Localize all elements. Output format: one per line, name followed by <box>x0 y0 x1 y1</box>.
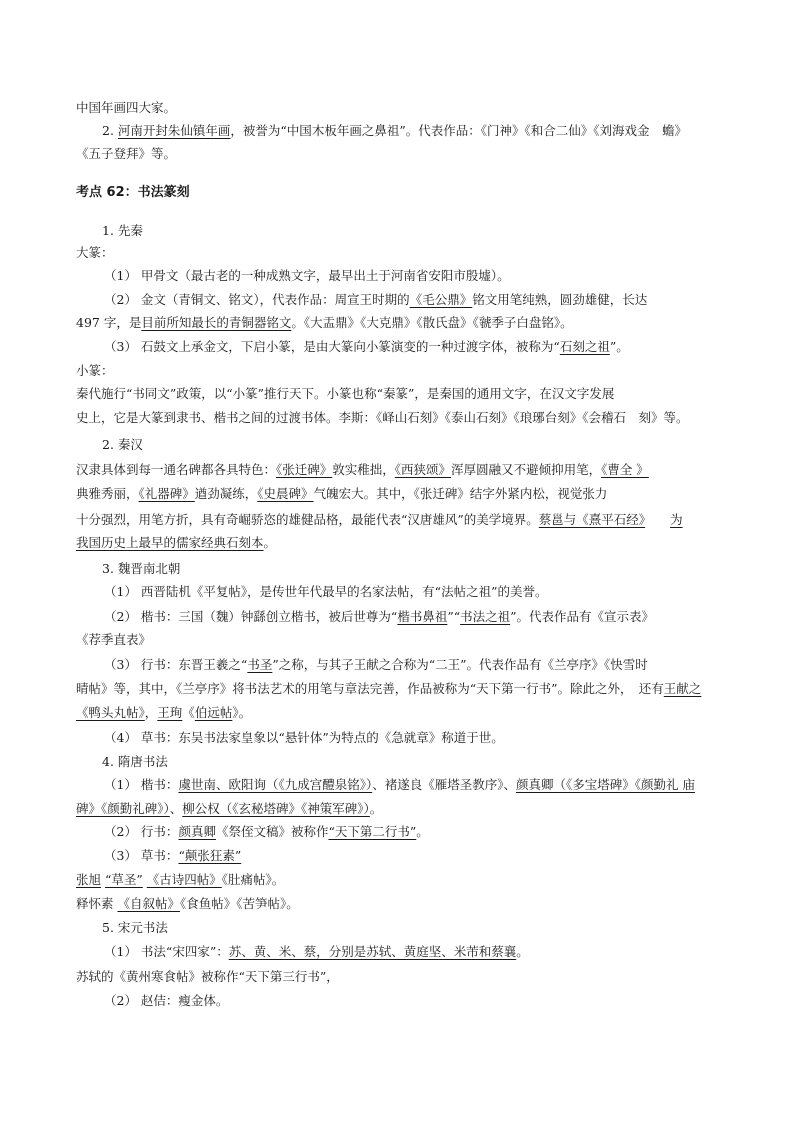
text-line: 中国年画四大家。 <box>76 100 177 115</box>
section-title: 2. 秦汉 <box>102 437 143 452</box>
text-line: 张旭 “草圣” 《古诗四帖》《肚痛帖》。 <box>76 872 285 887</box>
text-line: 碑》《颜勤礼碑》）、柳公权（《玄秘塔碑》《神策军碑》）。 <box>76 801 383 816</box>
text-line: 《荐季直表》 <box>76 632 152 647</box>
text-line: 典雅秀丽，《礼器碑》遒劲凝练，《史晨碑》气魄宏大。其中，《张迁碑》结字外紧内松，视觉张力 <box>76 486 608 501</box>
section-title: 3. 魏晋南北朝 <box>102 561 181 576</box>
text-line: （2） 赵佶：瘦金体。 <box>104 993 229 1008</box>
text-line: （1） 楷书：虞世南、欧阳询（《九成宫醴泉铭》）、褚遂良《雁塔圣教序》、颜真卿（《多宝塔碑》《颜勤礼 庙 <box>104 777 695 792</box>
text-line: （1） 西晋陆机《平复帖》，是传世年代最早的名家法帖，有“法帖之祖”的美誉。 <box>104 584 548 599</box>
text-line: 《五子登拜》等。 <box>76 146 177 161</box>
subheading: 小篆： <box>76 363 114 378</box>
text-line: 苏轼的《黄州寒食帖》被称作“天下第三行书”， <box>76 969 339 984</box>
section-title: 5. 宋元书法 <box>102 920 168 935</box>
text-line: （3） 行书：东晋王羲之“书圣”之称，与其子王献之合称为“二王”。代表作品有《兰亭序》《快雪时 <box>104 657 648 672</box>
text-line: （3） 草书：“颠张狂素” <box>104 848 242 863</box>
text-line: 秦代施行“书同文”政策，以“小篆”推行天下。小篆也称“秦篆”，是秦国的通用文字，在汉文字发展 <box>76 386 615 401</box>
text-line: 497 字，是目前所知最长的青铜器铭文。《大盂鼎》《大克鼎》《散氏盘》《虢季子白盘铭》。 <box>76 315 573 330</box>
text-line: 2. 河南开封朱仙镇年画，被誉为“中国木板年画之鼻祖”。代表作品：《门神》《和合二仙》《刘海戏金 蟾》 <box>102 123 687 138</box>
text-line: （2） 楷书：三国（魏）钟繇创立楷书，被后世尊为“楷书鼻祖”“书法之祖”。代表作品有《宣示表》 <box>104 609 655 624</box>
text-line: 《鸭头丸帖》，王珣《伯远帖》。 <box>76 705 252 720</box>
subheading: 大篆： <box>76 245 114 260</box>
section-heading: 考点 62：书法篆刻 <box>76 185 190 200</box>
text-line: 晴帖》等，其中，《兰亭序》将书法艺术的用笔与章法完善，作品被称为“天下第一行书”。除此之外， 还有王献之 <box>76 681 702 696</box>
text-line: （1） 甲骨文（最古老的一种成熟文字，最早出土于河南省安阳市殷墟）。 <box>104 268 510 283</box>
text-line: （4） 草书：东吴书法家皇象以“悬针体”为特点的《急就章》称道于世。 <box>104 730 504 745</box>
section-title: 1. 先秦 <box>102 223 143 238</box>
text-line: 释怀素 《自叙帖》《食鱼帖》《苦笋帖》。 <box>76 896 299 911</box>
text-line: 汉隶具体到每一通名碑都各具特色：《张迁碑》敦实稚拙，《西狭颂》浑厚圆融又不避倾抑用笔，《曹全 》 <box>76 462 649 477</box>
text-line: （2） 金文（青铜文、铭文），代表作品：周宣王时期的《毛公鼎》铭文用笔纯熟，圆劲雄健，长达 <box>104 292 648 307</box>
text-line: 我国历史上最早的儒家经典石刻本。 <box>76 535 277 550</box>
text-line: 史上，它是大篆到隶书、楷书之间的过渡书体。李斯：《峄山石刻》《泰山石刻》《琅琊台刻》《会稽石 刻》等。 <box>76 410 689 425</box>
text-line: （2） 行书：颜真卿《祭侄文稿》被称作“天下第二行书”。 <box>104 824 429 839</box>
section-title: 4. 隋唐书法 <box>102 754 168 769</box>
text-line: （1） 书法“宋四家”：苏、黄、米、蔡，分别是苏轼、黄庭坚、米芾和蔡襄。 <box>104 944 529 959</box>
text-line: 十分强烈，用笔方折，具有奇崛骄恣的雄健品格，最能代表“汉唐雄风”的美学境界。蔡邕与《熹平石经》 为 <box>76 512 683 527</box>
text-line: （3） 石鼓文上承金文，下启小篆，是由大篆向小篆演变的一种过渡字体，被称为“石刻之祖”。 <box>104 339 629 354</box>
